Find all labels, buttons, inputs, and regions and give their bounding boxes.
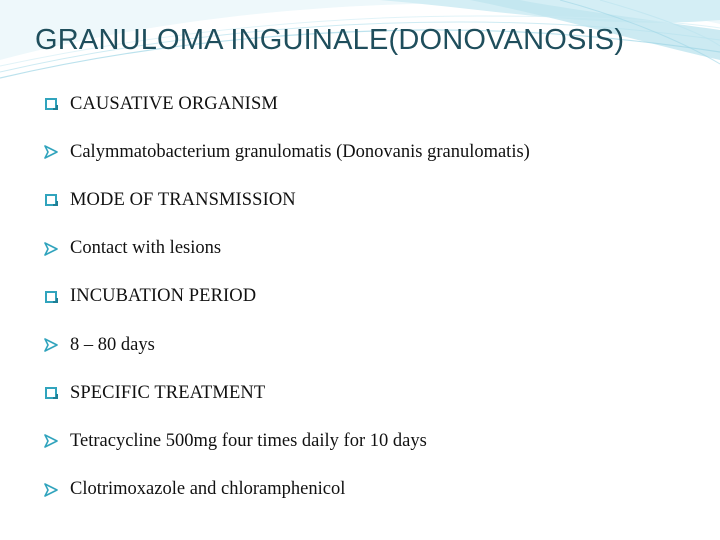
item-text: Calymmatobacterium granulomatis (Donovanis granulomatis) bbox=[70, 141, 530, 162]
square-bullet-icon bbox=[44, 386, 70, 400]
square-bullet-icon bbox=[44, 290, 70, 304]
section-heading: MODE OF TRANSMISSION bbox=[70, 189, 296, 210]
list-item bbox=[44, 369, 704, 417]
item-text: 8 – 80 days bbox=[70, 334, 155, 355]
arrow-bullet-icon bbox=[44, 145, 70, 159]
section-heading: SPECIFIC TREATMENT bbox=[70, 382, 266, 403]
list-item bbox=[44, 417, 704, 465]
item-text: Contact with lesions bbox=[70, 238, 222, 259]
section-heading: INCUBATION PERIOD bbox=[70, 286, 257, 307]
list-item bbox=[44, 80, 704, 128]
list-item bbox=[44, 176, 704, 224]
arrow-bullet-icon bbox=[44, 483, 70, 497]
list-item bbox=[44, 466, 704, 514]
list-item bbox=[44, 128, 704, 176]
list-item bbox=[44, 273, 704, 321]
item-text: Tetracycline 500mg four times daily for 10 days bbox=[70, 430, 427, 451]
arrow-bullet-icon bbox=[44, 338, 70, 352]
square-bullet-icon bbox=[44, 97, 70, 111]
list-item bbox=[44, 321, 704, 369]
item-text: Clotrimoxazole and chloramphenicol bbox=[70, 479, 346, 500]
arrow-bullet-icon bbox=[44, 434, 70, 448]
list-item bbox=[44, 225, 704, 273]
arrow-bullet-icon bbox=[44, 242, 70, 256]
slide-title: GRANULOMA INGUINALE(DONOVANOSIS) bbox=[35, 24, 625, 56]
section-heading: CAUSATIVE ORGANISM bbox=[70, 93, 278, 114]
bullet-list bbox=[44, 80, 704, 514]
square-bullet-icon bbox=[44, 193, 70, 207]
